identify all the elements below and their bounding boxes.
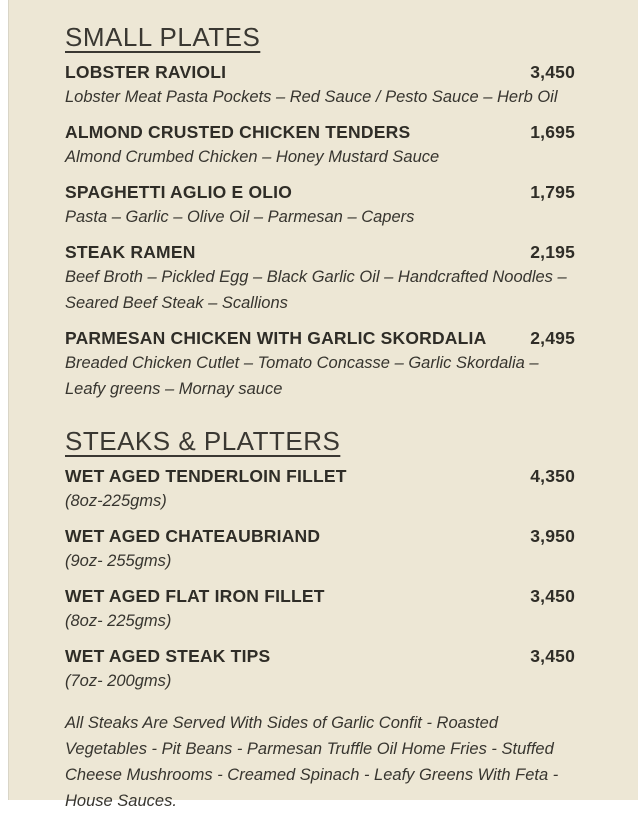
menu-item-lobster-ravioli: [65, 62, 575, 110]
item-description: Beef Broth – Pickled Egg – Black Garlic Oil – Handcrafted Noodles – Seared Beef Steak – Scallions: [65, 268, 567, 312]
item-price: 2,495: [530, 328, 575, 348]
item-price: 3,950: [530, 526, 575, 546]
menu-item-spaghetti-aglio-e-olio: [65, 182, 575, 230]
item-name: WET AGED TENDERLOIN FILLET: [65, 466, 347, 486]
section-header: [65, 22, 575, 52]
steaks-sides-note: All Steaks Are Served With Sides of Garlic Confit - Roasted Vegetables - Pit Beans - Parmesan Truffle Oil Home Fries - Stuffed Cheese Mushrooms - Creamed Spinach - Leafy Greens With Feta - House Sauces.: [65, 714, 559, 810]
item-price: 2,195: [530, 242, 575, 262]
item-description: Lobster Meat Pasta Pockets – Red Sauce / Pesto Sauce – Herb Oil: [65, 88, 558, 106]
item-name: WET AGED FLAT IRON FILLET: [65, 586, 325, 606]
item-description: Pasta – Garlic – Olive Oil – Parmesan – Capers: [65, 208, 415, 226]
section-title-small-plates: SMALL PLATES: [65, 22, 261, 52]
item-row: [65, 182, 575, 202]
menu-item-wet-aged-flat-iron-fillet: [65, 586, 575, 634]
item-name: WET AGED STEAK TIPS: [65, 646, 271, 666]
item-name: STEAK RAMEN: [65, 242, 196, 262]
menu-page: [8, 0, 638, 810]
item-price: 4,350: [530, 466, 575, 486]
item-price: 1,695: [530, 122, 575, 142]
item-description: Almond Crumbed Chicken – Honey Mustard Sauce: [65, 148, 440, 166]
item-description: Breaded Chicken Cutlet – Tomato Concasse – Garlic Skordalia – Leafy greens – Mornay sauce: [65, 354, 539, 398]
menu-item-wet-aged-steak-tips: [65, 646, 575, 694]
item-weight: (8oz- 225gms): [65, 612, 172, 630]
item-row: [65, 328, 575, 348]
item-name: ALMOND CRUSTED CHICKEN TENDERS: [65, 122, 411, 142]
item-name: SPAGHETTI AGLIO E OLIO: [65, 182, 293, 202]
item-price: 3,450: [530, 586, 575, 606]
item-weight: (9oz- 255gms): [65, 552, 172, 570]
menu-item-almond-crusted-chicken-tenders: [65, 122, 575, 170]
item-price: 3,450: [530, 62, 575, 82]
section-title-steaks-platters: STEAKS & PLATTERS: [65, 426, 341, 456]
menu-item-steak-ramen: [65, 242, 575, 316]
menu-item-parmesan-chicken-garlic-skordalia: [65, 328, 575, 402]
section-small-plates: [65, 22, 575, 402]
item-row: [65, 586, 575, 606]
item-row: [65, 526, 575, 546]
item-row: [65, 646, 575, 666]
item-price: 3,450: [530, 646, 575, 666]
item-price: 1,795: [530, 182, 575, 202]
item-name: LOBSTER RAVIOLI: [65, 62, 227, 82]
item-row: [65, 122, 575, 142]
item-weight: (7oz- 200gms): [65, 672, 172, 690]
menu-item-wet-aged-chateaubriand: [65, 526, 575, 574]
item-row: [65, 62, 575, 82]
section-steaks-platters: [65, 426, 575, 694]
item-weight: (8oz-225gms): [65, 492, 167, 510]
menu-item-wet-aged-tenderloin-fillet: [65, 466, 575, 514]
section-header: [65, 426, 575, 456]
item-name: PARMESAN CHICKEN WITH GARLIC SKORDALIA: [65, 328, 487, 348]
item-row: [65, 466, 575, 486]
item-row: [65, 242, 575, 262]
menu-content: [9, 0, 638, 814]
item-name: WET AGED CHATEAUBRIAND: [65, 526, 321, 546]
